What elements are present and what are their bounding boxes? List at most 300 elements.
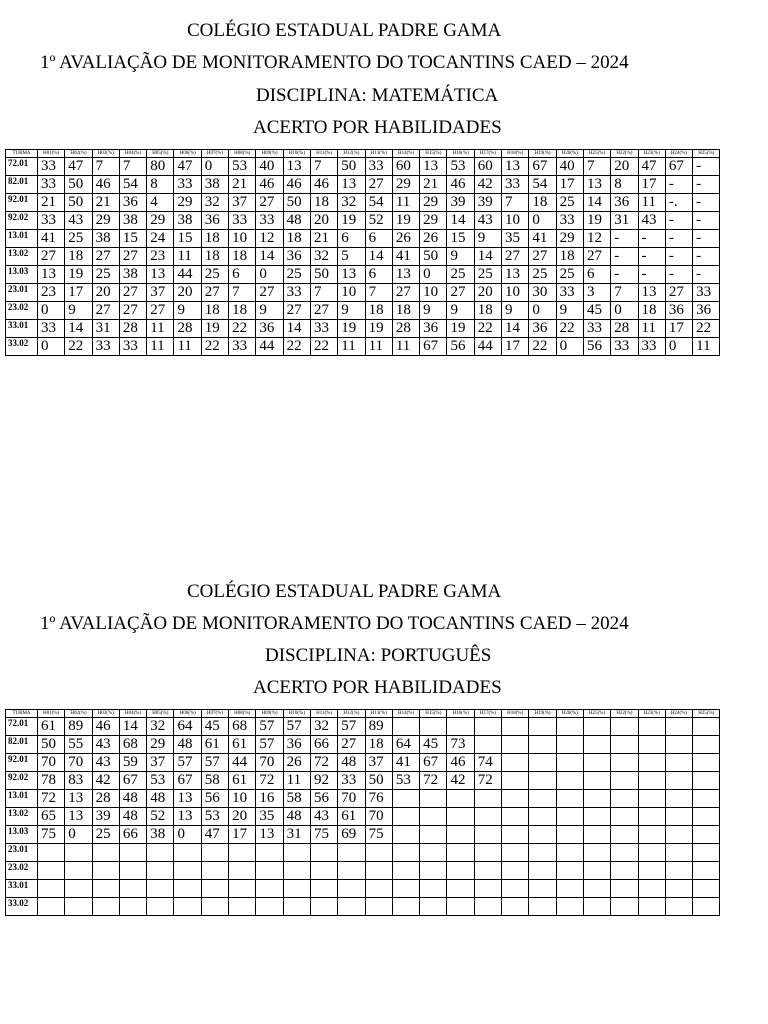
table-cell: 89	[365, 718, 392, 736]
table-cell: 61	[229, 772, 256, 790]
turma-label: 13.03	[6, 266, 38, 284]
table-cell	[283, 880, 310, 898]
table-cell: 0	[529, 302, 556, 320]
table-cell	[665, 898, 692, 916]
table-cell: -	[638, 266, 665, 284]
table-cell	[310, 898, 337, 916]
table-cell: 67	[665, 158, 692, 176]
table-cell: 50	[338, 158, 365, 176]
table-cell: 29	[174, 194, 201, 212]
table-cell: 27	[502, 248, 529, 266]
table-cell: 14	[447, 212, 474, 230]
table-cell: 57	[256, 718, 283, 736]
table-cell: 45	[420, 736, 447, 754]
table-row	[6, 284, 720, 302]
table-cell: 16	[256, 790, 283, 808]
table-cell	[529, 880, 556, 898]
table-cell: 17	[229, 826, 256, 844]
table-cell	[529, 898, 556, 916]
table-cell: 32	[310, 718, 337, 736]
table-cell: 12	[256, 230, 283, 248]
table-cell: 36	[420, 320, 447, 338]
table-cell: 36	[283, 736, 310, 754]
table-cell: 6	[365, 230, 392, 248]
table-row	[6, 844, 720, 862]
table-cell: 53	[447, 158, 474, 176]
table-cell: 52	[365, 212, 392, 230]
table-cell	[638, 718, 665, 736]
table-cell	[201, 898, 228, 916]
table-cell	[529, 844, 556, 862]
table-cell	[392, 790, 419, 808]
table-cell: 55	[65, 736, 92, 754]
table-cell: 61	[38, 718, 65, 736]
table-cell: 19	[338, 212, 365, 230]
table-cell: 10	[502, 212, 529, 230]
table-cell: 20	[474, 284, 501, 302]
table-cell: 72	[256, 772, 283, 790]
table-cell: 20	[229, 808, 256, 826]
table-cell	[174, 880, 201, 898]
table-cell	[556, 754, 583, 772]
table-cell	[119, 880, 146, 898]
table-cell: 11	[338, 338, 365, 356]
table-row	[6, 230, 720, 248]
table-cell: 0	[65, 826, 92, 844]
table-cell: 18	[310, 194, 337, 212]
table-cell: 7	[502, 194, 529, 212]
table-cell	[119, 898, 146, 916]
table-cell	[583, 718, 610, 736]
table-cell	[502, 772, 529, 790]
table-cell: 48	[147, 790, 174, 808]
column-header: H08(%)	[229, 710, 256, 718]
table-cell: 9	[447, 302, 474, 320]
table-cell: 75	[310, 826, 337, 844]
table-cell: -	[693, 230, 720, 248]
table-cell	[638, 790, 665, 808]
column-header: H07(%)	[201, 710, 228, 718]
table-cell: 59	[119, 754, 146, 772]
table-cell	[201, 844, 228, 862]
table-cell: 50	[365, 772, 392, 790]
table-cell: 30	[529, 284, 556, 302]
table-cell	[119, 844, 146, 862]
column-header: H11(%)	[310, 710, 337, 718]
table-cell: 6	[338, 230, 365, 248]
column-header: H01(%)	[38, 150, 65, 158]
table-cell: 70	[365, 808, 392, 826]
table-cell: 83	[65, 772, 92, 790]
table-cell: 7	[310, 284, 337, 302]
table-cell	[365, 898, 392, 916]
table-cell: 27	[529, 248, 556, 266]
table-cell	[611, 862, 638, 880]
table-cell: 13	[65, 790, 92, 808]
table-cell	[583, 754, 610, 772]
table-cell: 13	[638, 284, 665, 302]
column-header: H15(%)	[420, 150, 447, 158]
table-cell: 25	[529, 266, 556, 284]
table-cell	[665, 880, 692, 898]
table-cell	[229, 844, 256, 862]
table-cell: 36	[256, 320, 283, 338]
table-cell: 33	[365, 158, 392, 176]
table-cell: 36	[693, 302, 720, 320]
turma-label: 92.02	[6, 212, 38, 230]
turma-label: 72.01	[6, 718, 38, 736]
table-cell: 0	[529, 212, 556, 230]
table-cell: 33	[583, 320, 610, 338]
table-cell: 17	[65, 284, 92, 302]
table-cell: 21	[420, 176, 447, 194]
column-header: H11(%)	[310, 150, 337, 158]
column-header: H22(%)	[611, 710, 638, 718]
table-cell: 42	[447, 772, 474, 790]
table-cell: 19	[447, 320, 474, 338]
table-cell: 61	[338, 808, 365, 826]
table-cell	[392, 844, 419, 862]
table-cell: 33	[92, 338, 119, 356]
table-cell: 67	[420, 754, 447, 772]
table-cell: 29	[392, 176, 419, 194]
table-cell: 56	[583, 338, 610, 356]
table-cell: -.	[665, 194, 692, 212]
table-cell	[338, 862, 365, 880]
table-cell: 21	[310, 230, 337, 248]
table-cell	[693, 718, 720, 736]
table-cell: 33	[229, 212, 256, 230]
table-cell: 35	[502, 230, 529, 248]
table-cell: 27	[119, 302, 146, 320]
table-cell: -	[693, 212, 720, 230]
table-cell	[556, 808, 583, 826]
table-cell	[92, 844, 119, 862]
table-cell: 13	[392, 266, 419, 284]
table-cell	[474, 844, 501, 862]
table-cell: 36	[201, 212, 228, 230]
table-cell: 46	[310, 176, 337, 194]
table-cell	[420, 826, 447, 844]
table-cell: 72	[310, 754, 337, 772]
table-cell: 44	[174, 266, 201, 284]
table-cell	[693, 844, 720, 862]
table-cell: 22	[201, 338, 228, 356]
table-cell: 29	[147, 212, 174, 230]
table-cell: 8	[611, 176, 638, 194]
turma-label: 13.03	[6, 826, 38, 844]
table-cell: 25	[474, 266, 501, 284]
table-cell: 65	[38, 808, 65, 826]
table-cell: 33	[611, 338, 638, 356]
table-cell: 7	[229, 284, 256, 302]
column-header: H20(%)	[556, 150, 583, 158]
table-cell: 46	[92, 718, 119, 736]
table-cell: 25	[447, 266, 474, 284]
table-cell: 18	[392, 302, 419, 320]
table-cell: 13	[174, 790, 201, 808]
column-header: H25(%)	[693, 150, 720, 158]
table-cell: 29	[420, 212, 447, 230]
table-cell: 26	[392, 230, 419, 248]
table-cell	[556, 790, 583, 808]
table-cell: 28	[392, 320, 419, 338]
table-cell: 41	[529, 230, 556, 248]
table-cell: 17	[665, 320, 692, 338]
table-cell: -	[693, 248, 720, 266]
table-cell: 38	[147, 826, 174, 844]
table-cell: 18	[529, 194, 556, 212]
table-cell	[420, 862, 447, 880]
table-cell: 23	[147, 248, 174, 266]
column-header: H06(%)	[174, 710, 201, 718]
table-cell: 57	[256, 736, 283, 754]
table-cell: 11	[174, 338, 201, 356]
column-header: H16(%)	[447, 710, 474, 718]
table-cell: 10	[229, 230, 256, 248]
table-row	[6, 754, 720, 772]
column-header: H13(%)	[365, 710, 392, 718]
table-cell: 8	[147, 176, 174, 194]
table-cell: 89	[65, 718, 92, 736]
column-header: H02(%)	[65, 150, 92, 158]
table-cell: 50	[310, 266, 337, 284]
table-cell: 44	[256, 338, 283, 356]
table-cell: -	[693, 194, 720, 212]
column-header: H02(%)	[65, 710, 92, 718]
table-cell	[447, 808, 474, 826]
table-cell: 44	[474, 338, 501, 356]
table-cell: 13	[147, 266, 174, 284]
table-cell: 44	[229, 754, 256, 772]
table-cell: 38	[119, 266, 146, 284]
table-cell	[147, 898, 174, 916]
table-cell: 9	[502, 302, 529, 320]
table-cell	[502, 754, 529, 772]
table-cell: 22	[283, 338, 310, 356]
table-cell: 14	[119, 718, 146, 736]
turma-label: 33.02	[6, 338, 38, 356]
table-cell: 13	[338, 266, 365, 284]
math-discipline-title: DISCIPLINA: MATEMÁTICA	[256, 85, 499, 106]
math-skills-table	[5, 149, 720, 356]
table-cell: 35	[256, 808, 283, 826]
table-cell: 12	[583, 230, 610, 248]
table-cell: 70	[38, 754, 65, 772]
table-cell	[119, 862, 146, 880]
table-cell	[583, 736, 610, 754]
table-cell: 75	[365, 826, 392, 844]
table-cell: 14	[583, 194, 610, 212]
table-cell: 9	[474, 230, 501, 248]
table-cell	[665, 862, 692, 880]
table-cell	[665, 790, 692, 808]
table-cell	[447, 844, 474, 862]
table-cell	[474, 862, 501, 880]
column-header: H20(%)	[556, 710, 583, 718]
table-cell: 10	[229, 790, 256, 808]
table-cell: 38	[92, 230, 119, 248]
table-cell: 27	[665, 284, 692, 302]
table-cell	[638, 736, 665, 754]
table-cell	[583, 844, 610, 862]
table-cell: 47	[638, 158, 665, 176]
table-cell	[92, 880, 119, 898]
table-cell: 25	[92, 826, 119, 844]
table-cell: 15	[119, 230, 146, 248]
table-cell: 48	[119, 808, 146, 826]
table-cell: 46	[283, 176, 310, 194]
table-cell	[474, 790, 501, 808]
table-cell	[665, 808, 692, 826]
table-cell: 33	[38, 212, 65, 230]
column-header: H18(%)	[502, 150, 529, 158]
column-header: H19(%)	[529, 710, 556, 718]
table-cell	[502, 736, 529, 754]
table-cell	[665, 826, 692, 844]
table-cell: 7	[119, 158, 146, 176]
table-row	[6, 194, 720, 212]
table-cell	[392, 862, 419, 880]
column-header: H01(%)	[38, 710, 65, 718]
table-cell	[283, 862, 310, 880]
table-cell: 11	[638, 194, 665, 212]
table-cell	[583, 826, 610, 844]
table-cell: 45	[583, 302, 610, 320]
table-cell: -	[665, 248, 692, 266]
turma-label: 33.01	[6, 320, 38, 338]
turma-label: 33.02	[6, 898, 38, 916]
table-cell: 27	[392, 284, 419, 302]
table-cell	[365, 844, 392, 862]
table-cell: 68	[119, 736, 146, 754]
table-cell: 67	[119, 772, 146, 790]
table-cell: 33	[256, 212, 283, 230]
table-cell: 27	[338, 736, 365, 754]
table-row	[6, 248, 720, 266]
table-cell: 53	[147, 772, 174, 790]
table-cell: 67	[529, 158, 556, 176]
table-cell: 76	[365, 790, 392, 808]
table-cell	[556, 898, 583, 916]
table-cell: 57	[338, 718, 365, 736]
table-cell: 43	[92, 754, 119, 772]
table-cell	[474, 718, 501, 736]
table-cell: 64	[392, 736, 419, 754]
table-cell: 0	[665, 338, 692, 356]
table-cell	[38, 844, 65, 862]
table-cell: 27	[147, 302, 174, 320]
column-header: H12(%)	[338, 710, 365, 718]
table-cell	[420, 898, 447, 916]
table-cell: -	[665, 176, 692, 194]
table-cell: 33	[38, 176, 65, 194]
table-cell: 27	[447, 284, 474, 302]
table-cell: 21	[92, 194, 119, 212]
table-cell: 3	[583, 284, 610, 302]
table-cell: 18	[556, 248, 583, 266]
column-header: H24(%)	[665, 150, 692, 158]
table-cell: 11	[147, 320, 174, 338]
table-cell: 29	[420, 194, 447, 212]
table-cell	[693, 862, 720, 880]
table-cell	[256, 880, 283, 898]
table-cell	[392, 718, 419, 736]
table-cell	[611, 880, 638, 898]
table-cell	[583, 898, 610, 916]
table-cell	[365, 880, 392, 898]
column-header: H24(%)	[665, 710, 692, 718]
column-header: H07(%)	[201, 150, 228, 158]
table-cell: 31	[611, 212, 638, 230]
table-cell: 11	[365, 338, 392, 356]
table-row	[6, 772, 720, 790]
column-header: H23(%)	[638, 710, 665, 718]
table-cell: 53	[392, 772, 419, 790]
table-cell	[38, 880, 65, 898]
table-cell: 33	[38, 158, 65, 176]
table-cell: -	[665, 230, 692, 248]
table-cell: 18	[365, 736, 392, 754]
table-cell	[420, 790, 447, 808]
table-cell	[638, 808, 665, 826]
table-cell: 47	[174, 158, 201, 176]
table-cell: 22	[474, 320, 501, 338]
table-cell: 43	[92, 736, 119, 754]
table-cell: 43	[638, 212, 665, 230]
table-cell	[65, 880, 92, 898]
table-cell: 31	[283, 826, 310, 844]
table-cell: 33	[693, 284, 720, 302]
header-row	[6, 710, 720, 718]
column-header: H15(%)	[420, 710, 447, 718]
table-cell	[420, 718, 447, 736]
table-cell: 69	[338, 826, 365, 844]
column-header: H10(%)	[283, 710, 310, 718]
table-cell: -	[611, 266, 638, 284]
table-cell: 7	[310, 158, 337, 176]
table-cell: 9	[556, 302, 583, 320]
table-cell: 25	[556, 266, 583, 284]
table-cell: 75	[38, 826, 65, 844]
table-cell: 27	[38, 248, 65, 266]
table-cell	[147, 844, 174, 862]
table-cell: 18	[474, 302, 501, 320]
table-cell	[583, 862, 610, 880]
table-cell: 29	[556, 230, 583, 248]
table-cell	[665, 772, 692, 790]
table-row	[6, 212, 720, 230]
table-cell: 50	[65, 194, 92, 212]
table-cell: 19	[583, 212, 610, 230]
table-cell	[638, 826, 665, 844]
table-cell: 26	[283, 754, 310, 772]
table-cell: 57	[174, 754, 201, 772]
table-cell: 18	[283, 230, 310, 248]
table-cell: 53	[229, 158, 256, 176]
table-cell: 74	[474, 754, 501, 772]
table-cell	[583, 772, 610, 790]
table-cell: 18	[201, 230, 228, 248]
column-header: H06(%)	[174, 150, 201, 158]
column-header: H23(%)	[638, 150, 665, 158]
table-cell: 13	[65, 808, 92, 826]
table-cell	[229, 880, 256, 898]
table-cell: 7	[611, 284, 638, 302]
table-cell: 0	[256, 266, 283, 284]
table-cell: 6	[365, 266, 392, 284]
table-cell: 15	[447, 230, 474, 248]
